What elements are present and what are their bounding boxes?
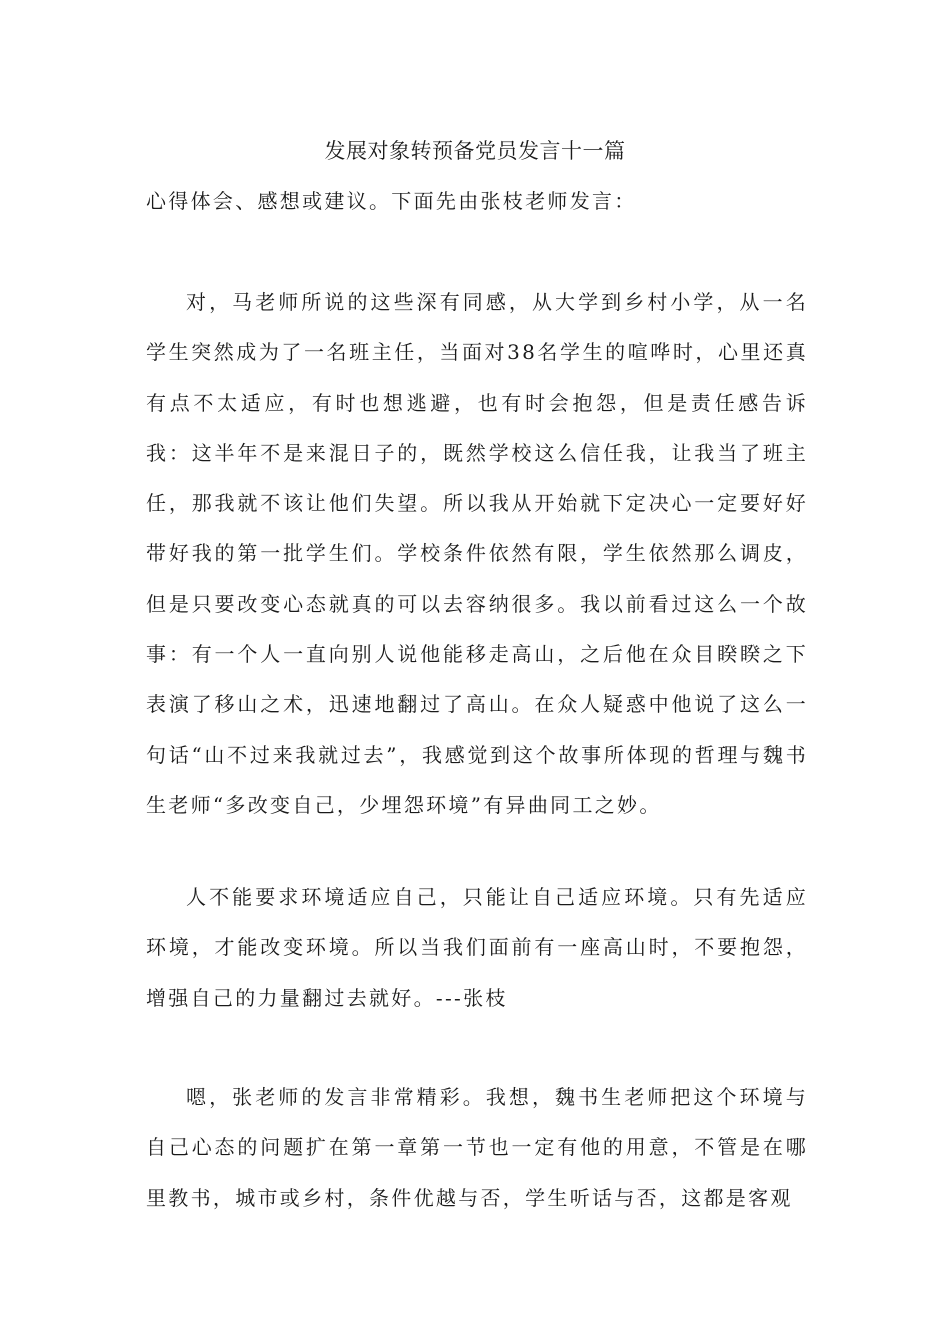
document-title: 发展对象转预备党员发言十一篇: [324, 139, 626, 163]
paragraph-1: 对，马老师所说的这些深有同感，从大学到乡村小学，从一名学生突然成为了一名班主任，当面对38名学生的喧哗时，心里还真有点不太适应，有时也想逃避，也有时会抱怨，但是责任感告诉我：这半年不是来混日子的，既然学校这么信任我，让我当了班主任，那我就不该让他们失望。所以我从开始就下定决心一定要好好带好我的第一批学生们。学校条件依然有限，学生依然那么调皮，但是只要改变心态就真的可以去容纳很多。我以前看过这么一个故事：有一个人一直向别人说他能移走高山，之后他在众目睽睽之下表演了移山之术，迅速地翻过了高山。在众人疑惑中他说了这么一句话“山不过来我就过去”，我感觉到这个故事所体现的哲理与魏书生老师“多改变自己，少埋怨环境”有异曲同工之妙。: [146, 290, 808, 817]
intro-line: 心得体会、感想或建议。下面先由张枝老师发言：: [146, 189, 637, 213]
paragraph-3: 嗯，张老师的发言非常精彩。我想，魏书生老师把这个环境与自己心态的问题扩在第一章第一节也一定有他的用意，不管是在哪里教书，城市或乡村，条件优越与否，学生听话与否，这都是客观: [146, 1085, 808, 1210]
paragraph-2: 人不能要求环境适应自己，只能让自己适应环境。只有先适应环境，才能改变环境。所以当我们面前有一座高山时，不要抱怨，增强自己的力量翻过去就好。---张枝: [146, 885, 808, 1010]
